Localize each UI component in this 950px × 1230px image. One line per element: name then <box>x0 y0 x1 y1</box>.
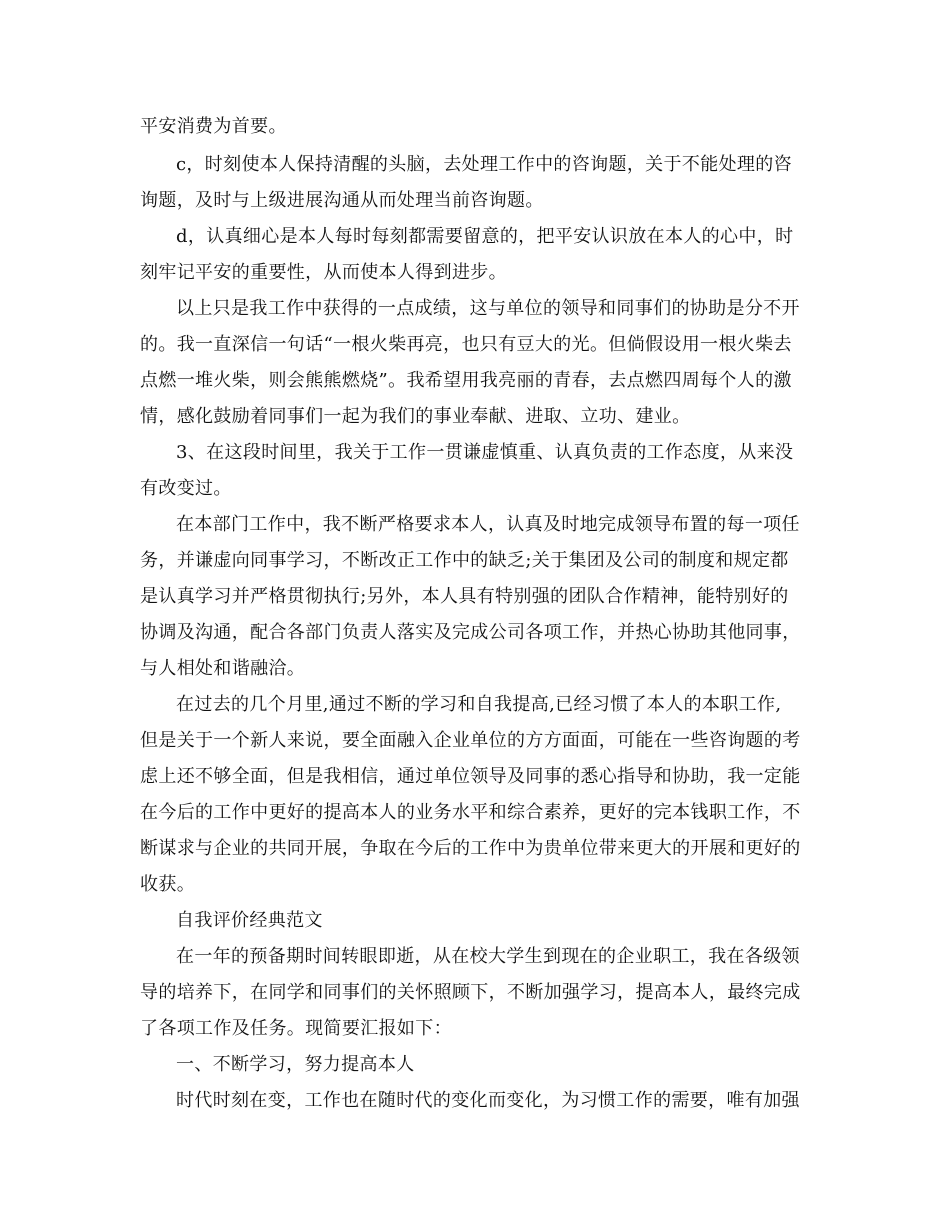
paragraph-line: 协调及沟通，配合各部门负责人落实及完成公司各项工作，并热心协助其他同事， <box>140 622 801 643</box>
paragraph-line: 平安消费为首要。 <box>140 116 287 137</box>
paragraph-line: 时代时刻在变，工作也在随时代的变化而变化，为习惯工作的需要，唯有加强 <box>176 1090 800 1111</box>
paragraph-line: 在一年的预备期时间转眼即逝，从在校大学生到现在的企业职工，我在各级领 <box>176 946 800 967</box>
section-heading: 自我评价经典范文 <box>176 910 323 931</box>
paragraph-line: d，认真细心是本人每时每刻都需要留意的，把平安认识放在本人的心中，时 <box>176 226 794 247</box>
paragraph-line: 导的培养下，在同学和同事们的关怀照顾下，不断加强学习，提高本人，最终完成 <box>140 982 801 1003</box>
paragraph-line: 的。我一直深信一句话“一根火柴再亮，也只有豆大的光。但倘假设用一根火柴去 <box>140 334 792 355</box>
paragraph-line: 在本部门工作中，我不断严格要求本人，认真及时地完成领导布置的每一项任 <box>176 514 800 535</box>
paragraph-line: 有改变过。 <box>140 478 232 499</box>
paragraph-line: 点燃一堆火柴，则会熊熊燃烧”。我希望用我亮丽的青春，去点燃四周每个人的激 <box>140 370 792 391</box>
paragraph-line: 了各项工作及任务。现简要汇报如下： <box>140 1018 452 1039</box>
paragraph-line: 虑上还不够全面，但是我相信，通过单位领导及同事的悉心指导和协助，我一定能 <box>140 766 801 787</box>
paragraph-line: 在过去的几个月里,通过不断的学习和自我提高,已经习惯了本人的本职工作, <box>176 694 782 715</box>
paragraph-line: 收获。 <box>140 874 196 895</box>
paragraph-line: 询题，及时与上级进展沟通从而处理当前咨询题。 <box>140 190 544 211</box>
paragraph-line: 务，并谦虚向同事学习，不断改正工作中的缺乏;关于集团及公司的制度和规定都 <box>140 550 789 571</box>
paragraph-line: 断谋求与企业的共同开展，争取在今后的工作中为贵单位带来更大的开展和更好的 <box>140 838 801 859</box>
subsection-heading: 一、不断学习，努力提高本人 <box>176 1054 415 1075</box>
paragraph-line: c，时刻使本人保持清醒的头脑，去处理工作中的咨询题，关于不能处理的咨 <box>176 154 792 175</box>
paragraph-line: 与人相处和谐融洽。 <box>140 658 306 679</box>
paragraph-line: 但是关于一个新人来说，要全面融入企业单位的方方面面，可能在一些咨询题的考 <box>140 730 801 751</box>
paragraph-line: 以上只是我工作中获得的一点成绩，这与单位的领导和同事们的协助是分不开 <box>176 298 800 319</box>
paragraph-line: 在今后的工作中更好的提高本人的业务水平和综合素养，更好的完本钱职工作，不 <box>140 802 801 823</box>
paragraph-line: 情，感化鼓励着同事们一起为我们的事业奉献、进取、立功、建业。 <box>140 406 691 427</box>
paragraph-line: 3、在这段时间里，我关于工作一贯谦虚慎重、认真负责的工作态度，从来没 <box>176 442 794 463</box>
paragraph-line: 刻牢记平安的重要性，从而使本人得到进步。 <box>140 262 507 283</box>
paragraph-line: 是认真学习并严格贯彻执行;另外，本人具有特别强的团队合作精神，能特别好的 <box>140 586 789 607</box>
